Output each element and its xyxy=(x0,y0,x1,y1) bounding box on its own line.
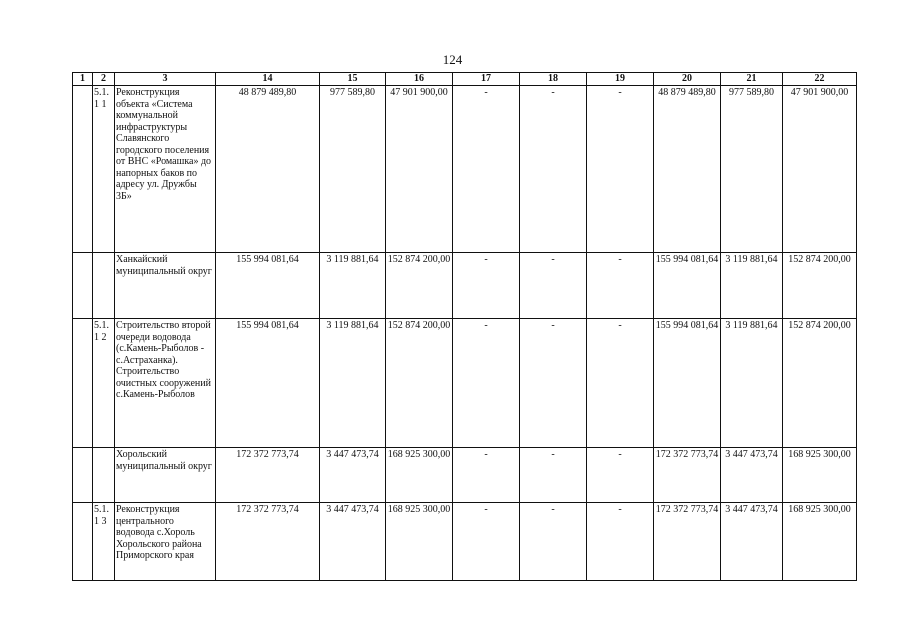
column-header: 1 xyxy=(73,73,93,86)
cell-col-18: - xyxy=(520,86,587,253)
row-code: 5.1.1 1 xyxy=(93,86,115,253)
row-code xyxy=(93,448,115,503)
cell-col-19: - xyxy=(587,253,654,319)
column-header: 22 xyxy=(783,73,857,86)
cell-col-14: 155 994 081,64 xyxy=(216,253,320,319)
cell-col-20: 48 879 489,80 xyxy=(654,86,721,253)
column-header: 14 xyxy=(216,73,320,86)
cell-col-21: 977 589,80 xyxy=(721,86,783,253)
cell-col-14: 172 372 773,74 xyxy=(216,503,320,581)
column-header: 21 xyxy=(721,73,783,86)
cell-col-22: 152 874 200,00 xyxy=(783,253,857,319)
row-number xyxy=(73,448,93,503)
cell-col-18: - xyxy=(520,253,587,319)
cell-col-17: - xyxy=(453,319,520,448)
cell-col-17: - xyxy=(453,253,520,319)
row-name: Реконструкция объекта «Система коммунальной инфраструктуры Славянского городского поселения от ВНС «Ромашка» до напорных баков по адресу ул. Дружбы 3Б» xyxy=(115,86,216,253)
row-code: 5.1.1 3 xyxy=(93,503,115,581)
table-row xyxy=(73,319,857,448)
row-name: Ханкайский муниципальный округ xyxy=(115,253,216,319)
cell-col-15: 3 119 881,64 xyxy=(320,253,386,319)
cell-col-19: - xyxy=(587,319,654,448)
row-code: 5.1.1 2 xyxy=(93,319,115,448)
column-header: 2 xyxy=(93,73,115,86)
header-row xyxy=(73,73,857,86)
cell-col-19: - xyxy=(587,86,654,253)
cell-col-15: 3 119 881,64 xyxy=(320,319,386,448)
row-number xyxy=(73,86,93,253)
cell-col-18: - xyxy=(520,503,587,581)
cell-col-21: 3 447 473,74 xyxy=(721,448,783,503)
row-name: Реконструкция центрального водовода с.Хороль Хорольского района Приморского края xyxy=(115,503,216,581)
cell-col-14: 48 879 489,80 xyxy=(216,86,320,253)
cell-col-17: - xyxy=(453,503,520,581)
column-header: 16 xyxy=(386,73,453,86)
cell-col-16: 152 874 200,00 xyxy=(386,253,453,319)
cell-col-14: 172 372 773,74 xyxy=(216,448,320,503)
cell-col-21: 3 119 881,64 xyxy=(721,319,783,448)
table-row xyxy=(73,253,857,319)
cell-col-18: - xyxy=(520,448,587,503)
cell-col-15: 977 589,80 xyxy=(320,86,386,253)
row-number xyxy=(73,319,93,448)
row-name: Хорольский муниципальный округ xyxy=(115,448,216,503)
cell-col-20: 172 372 773,74 xyxy=(654,448,721,503)
cell-col-14: 155 994 081,64 xyxy=(216,319,320,448)
cell-col-17: - xyxy=(453,448,520,503)
row-name: Строительство второй очереди водовода (с.Камень-Рыболов - с.Астраханка). Строительство очистных сооружений с.Камень-Рыболов xyxy=(115,319,216,448)
cell-col-19: - xyxy=(587,448,654,503)
cell-col-16: 168 925 300,00 xyxy=(386,448,453,503)
row-code xyxy=(93,253,115,319)
budget-table xyxy=(72,72,857,581)
cell-col-21: 3 119 881,64 xyxy=(721,253,783,319)
column-header: 19 xyxy=(587,73,654,86)
cell-col-22: 168 925 300,00 xyxy=(783,503,857,581)
row-number xyxy=(73,503,93,581)
cell-col-22: 152 874 200,00 xyxy=(783,319,857,448)
table-row xyxy=(73,448,857,503)
cell-col-18: - xyxy=(520,319,587,448)
cell-col-20: 155 994 081,64 xyxy=(654,253,721,319)
cell-col-21: 3 447 473,74 xyxy=(721,503,783,581)
cell-col-16: 47 901 900,00 xyxy=(386,86,453,253)
cell-col-16: 152 874 200,00 xyxy=(386,319,453,448)
column-header: 17 xyxy=(453,73,520,86)
cell-col-16: 168 925 300,00 xyxy=(386,503,453,581)
row-number xyxy=(73,253,93,319)
column-header: 15 xyxy=(320,73,386,86)
table-row xyxy=(73,86,857,253)
cell-col-22: 168 925 300,00 xyxy=(783,448,857,503)
cell-col-15: 3 447 473,74 xyxy=(320,503,386,581)
cell-col-17: - xyxy=(453,86,520,253)
column-header: 3 xyxy=(115,73,216,86)
cell-col-22: 47 901 900,00 xyxy=(783,86,857,253)
table-row xyxy=(73,503,857,581)
cell-col-20: 155 994 081,64 xyxy=(654,319,721,448)
cell-col-20: 172 372 773,74 xyxy=(654,503,721,581)
column-header: 20 xyxy=(654,73,721,86)
cell-col-19: - xyxy=(587,503,654,581)
column-header: 18 xyxy=(520,73,587,86)
page-number: 124 xyxy=(442,52,463,67)
cell-col-15: 3 447 473,74 xyxy=(320,448,386,503)
